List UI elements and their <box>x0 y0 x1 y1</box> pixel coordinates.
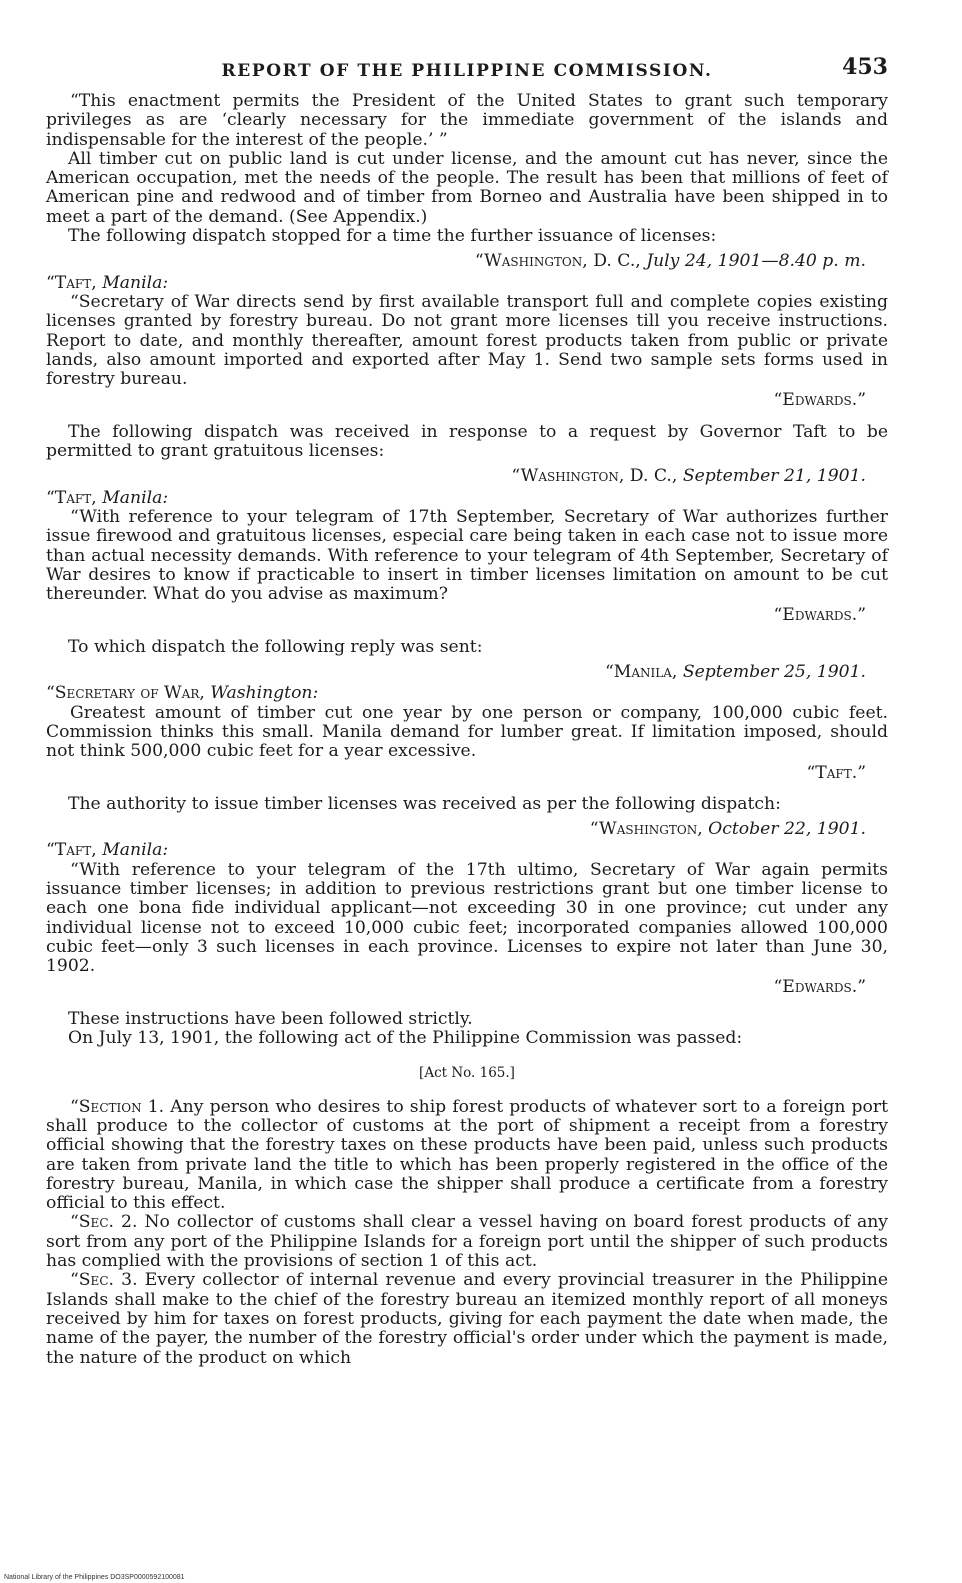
act-section-2-label: “Sec. 2. <box>70 1212 138 1233</box>
act-section-3-text: Every collector of internal revenue and every provincial treasurer in the Philippine Islands shall make to the chief of the forestry bureau an itemized monthly report of all moneys received by him for taxes on forest products, giving for each payment the date when made, the name of the payer, the number of the forestry official's order under which the payment is made, the nature of the product on which <box>46 1270 888 1368</box>
dispatch-1-date: July 24, 1901—8.40 p. m. <box>646 251 866 272</box>
dispatch-3-dateline <box>46 663 888 682</box>
paragraph-timber-license: All timber cut on public land is cut under license, and the amount cut has never, since the American occupation, met the needs of the people. The result has been that millions of feet of American pine and redwood and of timber from Borneo and Australia have been shipped in to meet a part of the demand. (See Appendix.) <box>46 148 888 227</box>
dispatch-3-signature: “Taft.” <box>806 762 866 783</box>
act-section-1-text: Any person who desires to ship forest products of whatever sort to a foreign port shall produce to the collector of customs at the port of shipment a receipt from a forestry official showing that the forestry taxes on these products have been paid, unless such products are taken from private land the title to which has been properly registered in the office of the forestry bureau, Manila, in which case the shipper shall produce a certificate from a forestry official to this effect. <box>46 1096 889 1214</box>
dispatch-1-dateline <box>46 252 888 271</box>
paragraph-authority-intro: The authority to issue timber licenses was received as per the following dispatch: <box>68 793 781 814</box>
dispatch-1-body: “Secretary of War directs send by first available transport full and complete copies existing licenses granted by forestry bureau. Do not grant more licenses till you receive instructions. Report to date, and monthly thereafter, amount forest products taken from public or private lands, also amount imported and exported after May 1. Send two sample sets forms used in forestry bureau. <box>46 291 888 390</box>
dispatch-4-addressee-place: Manila: <box>102 840 169 861</box>
act-section-1 <box>46 1098 888 1214</box>
paragraph-dispatch-intro-2: The following dispatch was received in response to a request by Governor Taft to be permitted to grant gratuitous licenses: <box>46 421 888 462</box>
dispatch-1-place: “Washington, D. C., <box>474 251 641 272</box>
paragraph-reply-intro: To which dispatch the following reply was sent: <box>68 636 483 657</box>
dispatch-3-addressee <box>46 684 888 703</box>
dispatch-2-place: “Washington, D. C., <box>511 466 678 487</box>
act-section-1-label: “Section 1. <box>70 1096 165 1117</box>
dispatch-4-date: October 22, 1901. <box>708 819 866 840</box>
dispatch-2-date: September 21, 1901. <box>682 466 866 487</box>
dispatch-4-addressee-name: “Taft, <box>46 840 97 861</box>
library-footer: National Library of the Philippines DO3SP0000592100081 <box>4 1574 185 1581</box>
dispatch-4-place: “Washington, <box>589 819 703 840</box>
running-head: REPORT OF THE PHILIPPINE COMMISSION. <box>221 61 713 81</box>
paragraph-enactment-quote: “This enactment permits the President of the United States to grant such temporary privileges as are ‘clearly necessary for the immediate government of the islands and indispensable for the interest of the people.’ ” <box>46 91 888 150</box>
dispatch-2-body: “With reference to your telegram of 17th September, Secretary of War authorizes further issue firewood and gratuitous licenses, especial care being taken in each case not to issue more than actual necessity demands. With reference to your telegram of 4th September, Secretary of War desires to know if practicable to insert in timber licenses limitation on amount to be cut thereunder. What do you advise as maximum? <box>46 506 888 605</box>
act-section-2 <box>46 1213 888 1271</box>
dispatch-1-addressee-name: “Taft, <box>46 272 97 293</box>
act-section-2-text: No collector of customs shall clear a vessel having on board forest products of any sort from any port of the Philippine Islands for a foreign port until the shipper of such products has complied with the provisions of section 1 of this act. <box>46 1212 888 1272</box>
act-section-3 <box>46 1271 888 1367</box>
document-page <box>46 54 889 1368</box>
dispatch-3-body: Greatest amount of timber cut one year by one person or company, 100,000 cubic feet. Commission thinks this small. Manila demand for lumber great. If limitation imposed, should not think 500,000 cubic feet for a year excessive. <box>46 702 888 762</box>
dispatch-3-place: “Manila, <box>604 662 678 683</box>
dispatch-1-addressee-place: Manila: <box>102 272 169 293</box>
paragraph-instructions-followed: These instructions have been followed strictly. <box>68 1008 473 1029</box>
paragraph-act-passed: On July 13, 1901, the following act of the Philippine Commission was passed: <box>68 1028 743 1049</box>
dispatch-1-addressee <box>46 274 888 293</box>
dispatch-4-dateline <box>46 820 888 839</box>
dispatch-4-addressee <box>46 841 888 860</box>
dispatch-4-signature: “Edwards.” <box>773 977 866 998</box>
dispatch-3-date: September 25, 1901. <box>682 662 866 683</box>
act-heading: [Act No. 165.] <box>419 1065 515 1082</box>
page-number: 453 <box>842 54 888 80</box>
page-header <box>46 54 888 92</box>
dispatch-3-addressee-name: “Secretary of War, <box>46 683 205 704</box>
dispatch-2-addressee-name: “Taft, <box>46 487 97 508</box>
dispatch-2-dateline <box>46 467 888 486</box>
dispatch-4-body: “With reference to your telegram of the 17th ultimo, Secretary of War again permits issuance timber licenses; in addition to previous restrictions grant but one timber license to each one bona fide individual applicant—not exceeding 30 in one province; cut under any individual license not to exceed 10,000 cubic feet; incorporated companies allowed 100,000 cubic feet—only 3 such licenses in each province. Licenses to expire not later than June 30, 1902. <box>46 859 888 977</box>
act-section-3-label: “Sec. 3. <box>70 1270 138 1291</box>
dispatch-3-addressee-place: Washington: <box>210 683 319 704</box>
dispatch-2-addressee-place: Manila: <box>102 487 169 508</box>
dispatch-1-signature: “Edwards.” <box>773 390 866 411</box>
paragraph-dispatch-intro-1: The following dispatch stopped for a time the further issuance of licenses: <box>68 226 717 247</box>
dispatch-2-signature: “Edwards.” <box>773 605 866 626</box>
dispatch-2-addressee <box>46 489 888 508</box>
